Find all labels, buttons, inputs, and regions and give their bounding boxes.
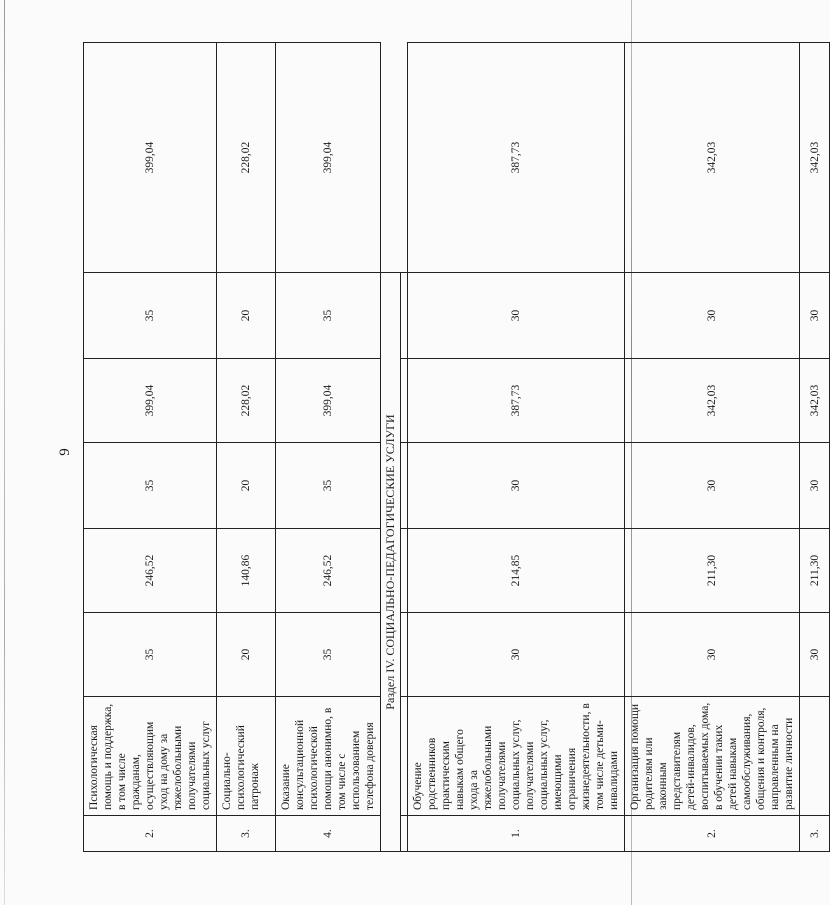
value-cell: 30 [625, 443, 800, 529]
value-cell: 30 [800, 443, 830, 529]
value-cell: 246,52 [276, 529, 381, 613]
row-number: 3. [800, 816, 830, 852]
value-cell: 342,03 [800, 359, 830, 443]
value-cell: 35 [84, 613, 217, 697]
value-cell: 140,86 [217, 529, 276, 613]
tariff-table [83, 42, 830, 852]
value-cell: 228,02 [217, 43, 276, 273]
value-cell: 399,04 [276, 43, 381, 273]
value-cell: 30 [625, 613, 800, 697]
value-cell: 35 [276, 443, 381, 529]
row-number: 2. [84, 816, 217, 852]
service-name: Обучение родственников практическим навыкам общего ухода за тяжелобольными получателями социальных услуг, получателями социальных услуг, имеющими ограничения жизнедеятельности, в том числе детьми-инвалидами [407, 697, 624, 816]
service-name: Организация помощи родителям или законным представителям детей-инвалидов, воспитываемых дома, в обучении таких детей навыкам самообслуживания, общения и контроля, направленным на развитие личности [625, 697, 800, 816]
value-cell: 35 [276, 273, 381, 359]
table-row [276, 43, 381, 852]
value-cell: 30 [625, 273, 800, 359]
service-name [800, 697, 830, 816]
table-row [407, 43, 624, 852]
value-cell: 30 [407, 613, 624, 697]
value-cell: 387,73 [407, 359, 624, 443]
value-cell: 30 [800, 273, 830, 359]
value-cell: 35 [276, 613, 381, 697]
value-cell: 399,04 [276, 359, 381, 443]
value-cell: 214,85 [407, 529, 624, 613]
value-cell: 211,30 [800, 529, 830, 613]
row-number: 3. [217, 816, 276, 852]
value-cell: 399,04 [84, 43, 217, 273]
value-cell: 211,30 [625, 529, 800, 613]
table-row [217, 43, 276, 852]
value-cell: 35 [84, 443, 217, 529]
value-cell: 20 [217, 613, 276, 697]
value-cell: 342,03 [625, 43, 800, 273]
scan-edge-left [4, 0, 5, 905]
value-cell: 387,73 [407, 43, 624, 273]
section-header-row [381, 43, 401, 852]
value-cell: 399,04 [84, 359, 217, 443]
table-row [800, 43, 830, 852]
value-cell: 30 [800, 613, 830, 697]
row-number: 1. [407, 816, 624, 852]
value-cell: 228,02 [217, 359, 276, 443]
row-number: 4. [276, 816, 381, 852]
page-number: 9 [57, 448, 73, 456]
service-name: Социально-психологический патронаж [217, 697, 276, 816]
value-cell: 20 [217, 273, 276, 359]
value-cell: 246,52 [84, 529, 217, 613]
service-name: Психологическая помощь и поддержка, в том числе гражданам, осуществляющим уход на дому за тяжелобольными получателями социальных услуг [84, 697, 217, 816]
spacer-row [400, 43, 407, 852]
rotated-table-container [83, 42, 821, 852]
value-cell: 30 [407, 273, 624, 359]
value-cell: 342,03 [625, 359, 800, 443]
value-cell: 20 [217, 443, 276, 529]
service-name: Оказание консультационной психологической помощи анонимно, в том числе с использованием телефона доверия [276, 697, 381, 816]
value-cell: 30 [407, 443, 624, 529]
row-number: 2. [625, 816, 800, 852]
value-cell: 35 [84, 273, 217, 359]
table-row [84, 43, 217, 852]
section-title: Раздел IV. СОЦИАЛЬНО-ПЕДАГОГИЧЕСКИЕ УСЛУГИ [381, 273, 401, 852]
table-row [625, 43, 800, 852]
value-cell: 342,03 [800, 43, 830, 273]
